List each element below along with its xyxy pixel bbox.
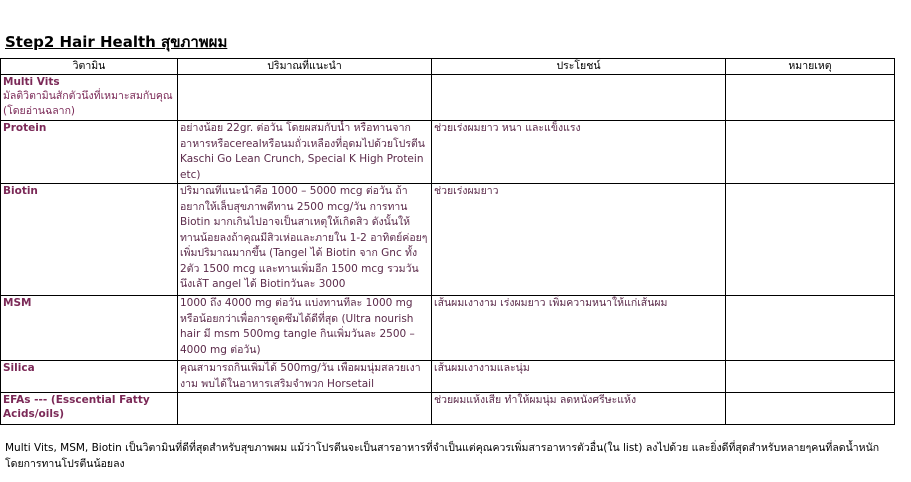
amount-cell: อย่างน้อย 22gr. ต่อวัน โดยผสมกับน้ำ หรือทานจากอาหารหรือcerealหรือนมถั่วเหลืองที่อุดมไปด้วยโปรตีน Kaschi Go Lean Crunch, Special K High Protein etc): [178, 121, 432, 184]
table-row: [1, 361, 895, 393]
benefit-cell: เส้นผมเงางาม เร่งผมยาว เพิ่มความหนาให้แก่เส้นผม: [432, 296, 726, 361]
vitamin-name: Multi Vits: [3, 76, 60, 88]
benefit-cell: เส้นผมเงางามและนุ่ม: [432, 361, 726, 393]
amount-cell: คุณสามารถกินเพิ่มได้ 500mg/วัน เพื่อผมนุ่มสลวยเงางาม พบได้ในอาหารเสริมจำพวก Horsetail: [178, 361, 432, 393]
column-header-benefit: ประโยชน์: [432, 59, 726, 75]
vitamin-description: มัลติวิตามินสักตัวนึงที่เหมาะสมกับคุณ (โดยอ่านฉลาก): [3, 90, 173, 117]
vitamin-name: Silica: [3, 362, 35, 374]
column-header-vitamin: วิตามิน: [1, 59, 178, 75]
vitamin-name: Protein: [3, 122, 47, 134]
hair-health-table: [0, 58, 895, 425]
note-cell: [726, 296, 895, 361]
note-cell: [726, 393, 895, 425]
amount-cell: [178, 393, 432, 425]
vitamin-cell: [1, 361, 178, 393]
vitamin-name: MSM: [3, 297, 32, 309]
note-cell: [726, 361, 895, 393]
benefit-cell: [432, 75, 726, 121]
table-row: [1, 184, 895, 296]
table-row: [1, 393, 895, 425]
note-cell: [726, 121, 895, 184]
table-row: [1, 75, 895, 121]
amount-cell: [178, 75, 432, 121]
benefit-cell: ช่วยผมแห้งเสีย ทำให้ผมนุ่ม ลดหนังศรีษะแห้ง: [432, 393, 726, 425]
note-cell: [726, 184, 895, 296]
note-cell: [726, 75, 895, 121]
benefit-cell: ช่วยเร่งผมยาว: [432, 184, 726, 296]
table-row: [1, 121, 895, 184]
vitamin-name: EFAs --- (Esscential Fatty Acids/oils): [3, 394, 150, 420]
table-row: [1, 296, 895, 361]
footer-note: Multi Vits, MSM, Biotin เป็นวิตามินที่ดีที่สุดสำหรับสุขภาพผม แม้ว่าโปรตีนจะเป็นสารอาหารที่จำเป็นแต่คุณควรเพิ่มสารอาหารตัวอื่น(ใน list) ลงไปด้วย และยิ่งดีที่สุดสำหรับหลายๆคนที่ลดน้ำหนักโดยการทานโปรตีนน้อยลง: [5, 442, 880, 470]
vitamin-cell: [1, 393, 178, 425]
benefit-cell: ช่วยเร่งผมยาว หนา และแข็งแรง: [432, 121, 726, 184]
table-header-row: [1, 59, 895, 75]
column-header-note: หมายเหตุ: [726, 59, 895, 75]
vitamin-cell: [1, 75, 178, 121]
vitamin-cell: [1, 296, 178, 361]
vitamin-cell: [1, 121, 178, 184]
vitamin-cell: [1, 184, 178, 296]
column-header-amount: ปริมาณที่แนะนำ: [178, 59, 432, 75]
page-title: Step2 Hair Health สุขภาพผม: [5, 33, 228, 51]
vitamin-name: Biotin: [3, 185, 38, 197]
amount-cell: ปริมาณที่แนะนำคือ 1000 – 5000 mcg ต่อวัน ถ้าอยากให้เล็บสุขภาพดีทาน 2500 mcg/วัน การทาน Biotin มากเกินไปอาจเป็นสาเหตุให้เกิดสิว ดังนั้นให้ทานน้อยลงถ้าคุณมีสิวเห่อและภายใน 1-2 อาทิตย์ค่อยๆเพิ่มปริมาณมากขึ้น (Tangel ได้ Biotin จาก Gnc ทั้ง 2ตัว 1500 mcg และทานเพิ่มอีก 1500 mcg รวมวันนึงเล้T angel ได้ Biotinวันละ 3000: [178, 184, 432, 296]
amount-cell: 1000 ถึง 4000 mg ต่อวัน แบ่งทานทีละ 1000 mg หรือน้อยกว่าเพื่อการดูดซึมได้ดีที่สุด (Ultra nourish hair มี msm 500mg tangle กินเพิ่มวันละ 2500 – 4000 mg ต่อวัน): [178, 296, 432, 361]
